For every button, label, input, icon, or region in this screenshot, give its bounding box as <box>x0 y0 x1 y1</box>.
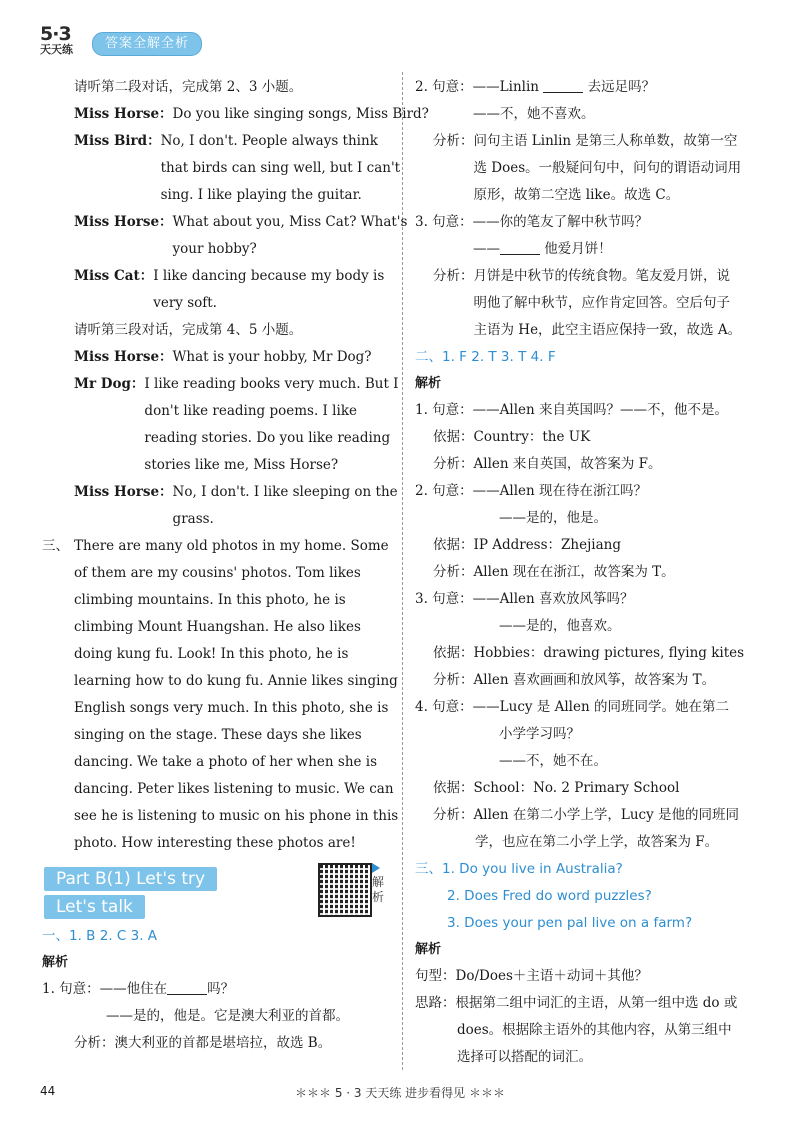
q3-reply: —— 他爱月饼！ <box>473 241 612 257</box>
q3-meaning: 3. 句意：——你的笔友了解中秋节吗？ <box>415 214 649 230</box>
analysis-heading-2: 解析 <box>415 376 442 391</box>
answer-line: 3. Does your pen pal live on a farm? <box>447 915 693 931</box>
part-heading <box>56 863 392 923</box>
q3-analysis: 分析： 月饼是中秋节的传统食物。笔友爱月饼，说 明他了解中秋节，应作肯定回答。空后句子 主语为 He，此空主语应保持一致，故选 A。 <box>433 263 765 344</box>
analysis-line: 问句主语 Linlin 是第三人称单数，故第一空 <box>473 133 738 149</box>
q2-reply: ——不，她不喜欢。 <box>473 106 595 122</box>
speaker-label: Miss Horse： <box>74 106 173 122</box>
speech-line: grass. <box>172 511 214 527</box>
speaker-label: Miss Bird： <box>74 133 161 149</box>
analysis-line: 选择可以搭配的词汇。 <box>457 1049 592 1065</box>
question-line: 小学学习吗？ <box>499 726 580 742</box>
speech-text <box>153 263 392 317</box>
answer-line: 2. Does Fred do word puzzles? <box>447 888 652 904</box>
analysis-line: 分析：Allen 喜欢画画和放风筝，故答案为 T。 <box>433 672 716 688</box>
speech-text <box>144 371 398 479</box>
qr-code-icon[interactable] <box>318 863 372 917</box>
dialogue-turn <box>74 101 429 128</box>
speech-line: stories like me, Miss Horse? <box>144 457 339 473</box>
logo-text-bottom: 天天练 <box>40 43 73 56</box>
speech-line: that birds can sing well, but I can't <box>160 160 401 176</box>
analysis-line: 学，也应在第二小学上学，故答案为 F。 <box>475 834 719 850</box>
q1-analysis: 分析：澳大利亚的首都是堪培拉，故选 B。 <box>74 1035 332 1051</box>
qr-caption: 解析 <box>372 863 388 905</box>
brand-logo <box>40 23 84 60</box>
analysis-heading-3: 解析 <box>415 942 442 957</box>
footer-slogan: ＊＊＊ 5 · 3 天天练 进步看得见 ＊＊＊ <box>295 1086 505 1100</box>
left-column <box>42 74 429 1057</box>
analysis-line: 主语为 He，此空主语应保持一致，故选 A。 <box>473 322 742 338</box>
dialogue-turn <box>74 263 392 317</box>
analysis-line: 分析：Allen 现在在浙江，故答案为 T。 <box>433 564 675 580</box>
passage-line: singing on the stage. These days she likes <box>74 727 362 743</box>
speaker-label: Mr Dog： <box>74 376 145 392</box>
q2-analysis: 分析： 问句主语 Linlin 是第三人称单数，故第一空 选 Does。一般疑问句中，问句的谓语动词用 原形，故第二空选 like。故选 C。 <box>433 128 765 209</box>
dialogue-2 <box>74 101 429 317</box>
speech-line: No, I don't. I like sleeping on the <box>172 484 398 500</box>
dialogue-turn <box>74 479 398 533</box>
page-header <box>40 23 400 60</box>
section-2-analysis <box>415 397 765 856</box>
analysis-line: 思路：根据第二组中词汇的主语，从第一组中选 do 或 <box>415 995 738 1011</box>
part-subtitle: Let's talk <box>44 895 145 919</box>
part-title: Part B(1) Let's try <box>44 867 217 891</box>
analysis-line: 明他了解中秋节，应作肯定回答。空后句子 <box>473 295 730 311</box>
speech-text <box>173 344 392 371</box>
speech-line: No, I don't. People always think <box>160 133 378 149</box>
answers-section-3 <box>415 856 765 937</box>
analysis-line: 选 Does。一般疑问句中，问句的谓语动词用 <box>473 160 742 176</box>
passage-line: photo. How interesting these photos are! <box>74 835 356 851</box>
section-3-passage: 三、 There are many old photos in my home. Some of them are my cousins' photos. Tom likes climbing mountains. In this photo, he is climbing Mount Huangshan. He also likes doing kung fu. Look! In this photo, he is learning how to do kung fu. Annie likes singing English songs very much. In this photo, she is singing on the stage. These days she likes dancing. We take a photo of her when she is dancing. Peter likes listening to music. We can see he is listening to music on his phone in this photo. How interesting these photos are! <box>42 533 392 857</box>
speech-line: What is your hobby, Mr Dog? <box>172 349 372 365</box>
answer-blank <box>543 78 583 93</box>
dialogue-turn <box>74 371 399 479</box>
speech-line: reading stories. Do you like reading <box>144 430 391 446</box>
passage-line: English songs very much. In this photo, she is <box>74 700 389 716</box>
basis-line: 依据：Hobbies：drawing pictures, flying kites <box>433 645 745 661</box>
speech-line: your hobby? <box>172 241 257 257</box>
speech-text <box>161 128 401 209</box>
dialogue-intro-3: 请听第三段对话，完成第 4、5 小题。 <box>74 322 303 338</box>
answer-line: 三、1. Do you live in Australia? <box>415 861 623 877</box>
play-icon <box>372 863 380 873</box>
dialogue-3 <box>74 344 399 533</box>
speech-line: I like reading books very much. But I <box>144 376 399 392</box>
dialogue-turn <box>74 128 401 209</box>
answers-section-2: 二、1. F 2. T 3. T 4. F <box>415 349 556 365</box>
speech-line: sing. I like playing the guitar. <box>160 187 362 203</box>
analysis-line: 原形，故第二空选 like。故选 C。 <box>473 187 680 203</box>
passage-line: learning how to do kung fu. Annie likes singing <box>74 673 398 689</box>
right-column <box>415 74 765 1071</box>
speech-line: What about you, Miss Cat? What's <box>172 214 408 230</box>
basis-line: 依据：School：No. 2 Primary School <box>433 780 680 796</box>
passage-line: dancing. Peter likes listening to music. We can <box>74 781 394 797</box>
basis-line: 依据：IP Address：Zhejiang <box>433 537 621 553</box>
question-line: 1. 句意：——Allen 来自英国吗？——不，他不是。 <box>415 402 729 418</box>
passage-line: of them are my cousins' photos. Tom likes <box>74 565 361 581</box>
speech-line: I like dancing because my body is <box>153 268 385 284</box>
passage-line: see he is listening to music on his phone in this <box>74 808 399 824</box>
passage-line: doing kung fu. Look! In this photo, he is <box>74 646 349 662</box>
dialogue-intro-2: 请听第二段对话，完成第 2、3 小题。 <box>74 79 303 95</box>
question-line: 3. 句意：——Allen 喜欢放风筝吗？ <box>415 591 634 607</box>
passage-line: dancing. We take a photo of her when she is <box>74 754 378 770</box>
analysis-line: 句型：Do/Does＋主语＋动词＋其他？ <box>415 968 648 984</box>
dialogue-turn <box>74 344 392 371</box>
q2-meaning: 2. 句意：——Linlin 去远足吗？ <box>415 79 656 95</box>
speech-text <box>173 479 398 533</box>
logo-text-top: 5·3 <box>40 23 71 45</box>
speech-text <box>173 101 429 128</box>
analysis-line: 分析：Allen 在第二小学上学，Lucy 是他的同班同 <box>433 807 739 823</box>
question-line: ——是的，他是。 <box>499 510 607 526</box>
speaker-label: Miss Cat： <box>74 268 154 284</box>
section-tag: 答案全解全析 <box>92 32 202 56</box>
question-line: 4. 句意：——Lucy 是 Allen 的同班同学。她在第二 <box>415 699 729 715</box>
analysis-heading: 解析 <box>42 955 69 970</box>
analysis-line: does。根据除主语外的其他内容，从第三组中 <box>457 1022 732 1038</box>
analysis-line: 分析：Allen 来自英国，故答案为 F。 <box>433 456 662 472</box>
speaker-label: Miss Horse： <box>74 349 173 365</box>
passage-line: climbing Mount Huangshan. He also likes <box>74 619 361 635</box>
dialogue-turn <box>74 209 408 263</box>
speech-line: very soft. <box>153 295 217 311</box>
speaker-label: Miss Horse： <box>74 214 173 230</box>
analysis-line: 月饼是中秋节的传统食物。笔友爱月饼，说 <box>473 268 730 284</box>
q1-reply: ——是的，他是。它是澳大利亚的首都。 <box>106 1008 349 1024</box>
question-line: ——不，她不在。 <box>499 753 607 769</box>
answer-blank <box>167 980 207 995</box>
speech-text <box>173 209 408 263</box>
basis-line: 依据：Country：the UK <box>433 429 591 445</box>
speaker-label: Miss Horse： <box>74 484 173 500</box>
answers-section-1: 一、1. B 2. C 3. A <box>42 928 158 944</box>
speech-line: don't like reading poems. I like <box>144 403 357 419</box>
q1-meaning: 1. 句意：——他住在 吗？ <box>42 981 235 997</box>
section-3-analysis <box>415 963 765 1071</box>
page-number: 44 <box>40 1084 56 1098</box>
question-line: 2. 句意：——Allen 现在待在浙江吗？ <box>415 483 648 499</box>
question-line: ——是的，他喜欢。 <box>499 618 621 634</box>
speech-line: Do you like singing songs, Miss Bird? <box>172 106 429 122</box>
answer-blank <box>500 240 540 255</box>
passage-line: climbing mountains. In this photo, he is <box>74 592 346 608</box>
passage-line: There are many old photos in my home. Some <box>74 538 389 554</box>
